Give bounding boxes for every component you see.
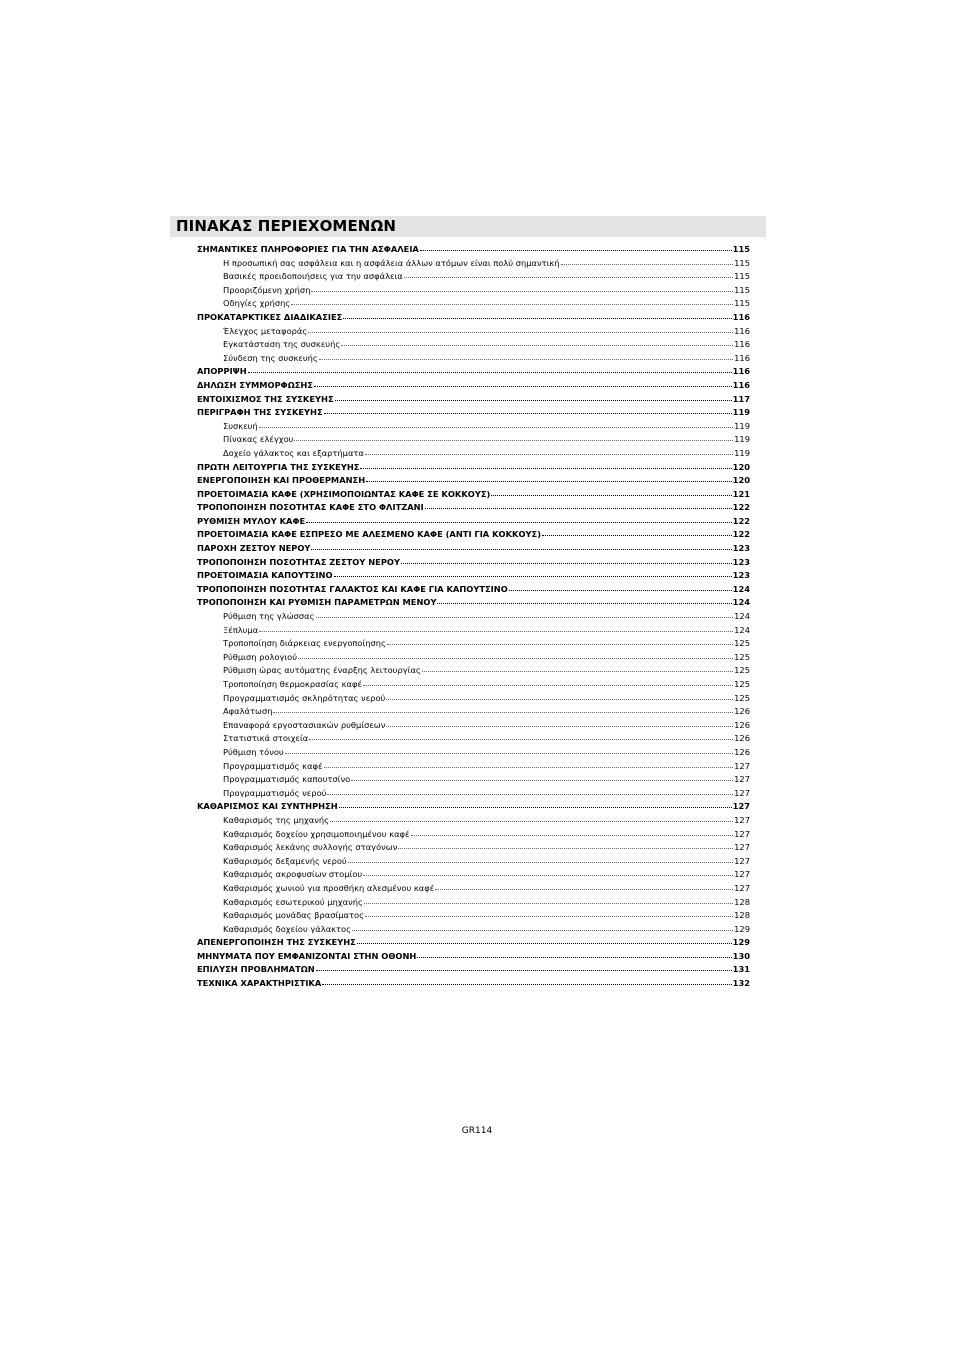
toc-entry-title: Καθαρισμός δοχείου γάλακτος [223, 923, 351, 934]
toc-subsection-entry[interactable] [197, 610, 750, 624]
dot-leader [363, 685, 733, 686]
toc-section-entry[interactable] [197, 569, 750, 583]
toc-entry-title: ΕΝΤΟΙΧΙΣΜΟΣ ΤΗΣ ΣΥΣΚΕΥΗΣ [197, 393, 334, 404]
toc-entry-title: Καθαρισμός ακροφυσίων στομίου [223, 869, 363, 880]
dot-leader [311, 549, 731, 550]
dot-leader [411, 835, 734, 836]
toc-entry-page: 125 [734, 692, 750, 703]
toc-section-entry[interactable] [197, 406, 750, 420]
dot-leader [319, 359, 733, 360]
toc-entry-title: ΤΡΟΠΟΠΟΙΗΣΗ ΠΟΣΟΤΗΤΑΣ ΚΑΦΕ ΣΤΟ ΦΛΙΤΖΑΝΙ [197, 502, 424, 513]
dot-leader [363, 875, 733, 876]
toc-entry-title: Δοχείο γάλακτος και εξαρτήματα [223, 447, 364, 458]
toc-entry-title: Καθαρισμός δεξαμενής νερού [223, 855, 347, 866]
dot-leader [316, 970, 732, 971]
toc-section-entry[interactable] [197, 583, 750, 597]
toc-entry-page: 131 [732, 964, 750, 975]
toc-entry-page: 127 [734, 828, 750, 839]
toc-entry-title: Η προσωπική σας ασφάλεια και η ασφάλεια άλλων ατόμων είναι πολύ σημαντική [223, 257, 560, 268]
toc-entry-page: 115 [734, 298, 750, 309]
toc-entry-page: 116 [734, 339, 750, 350]
toc-subsection-entry[interactable] [197, 746, 750, 760]
toc-entry-page: 116 [732, 379, 750, 390]
toc-entry-title: Προγραμματισμός σκληρότητας νερού [223, 692, 386, 703]
toc-subsection-entry[interactable] [197, 420, 750, 434]
toc-entry-page: 128 [734, 910, 750, 921]
toc-entry-page: 117 [732, 393, 750, 404]
toc-entry-title: ΠΡΟΚΑΤΑΡΚΤΙΚΕΣ ΔΙΑΔΙΚΑΣΙΕΣ [197, 311, 343, 322]
toc-entry-title: Προγραμματισμός νερού [223, 787, 327, 798]
toc-entry-title: Εγκατάσταση της συσκευής [223, 339, 341, 350]
toc-entry-page: 128 [734, 896, 750, 907]
toc-subsection-entry[interactable] [197, 338, 750, 352]
dot-leader [330, 821, 733, 822]
toc-entry-page: 125 [734, 665, 750, 676]
toc-entry-page: 123 [732, 570, 750, 581]
dot-leader [324, 767, 734, 768]
toc-section-entry[interactable] [197, 474, 750, 488]
dot-leader [298, 658, 733, 659]
toc-entry-page: 122 [732, 515, 750, 526]
toc-entry-page: 127 [734, 760, 750, 771]
toc-entry-title: Καθαρισμός μονάδας βρασίματος [223, 910, 364, 921]
toc-entry-page: 115 [734, 284, 750, 295]
toc-entry-page: 126 [734, 719, 750, 730]
dot-leader [561, 264, 734, 265]
toc-subsection-entry[interactable] [197, 732, 750, 746]
dot-leader [509, 590, 732, 591]
toc-subsection-entry[interactable] [197, 868, 750, 882]
toc-entry-title: Αφαλάτωση [223, 706, 273, 717]
toc-subsection-entry[interactable] [197, 651, 750, 665]
toc-entry-title: ΠΡΩΤΗ ΛΕΙΤΟΥΡΓΙΑ ΤΗΣ ΣΥΣΚΕΥΗΣ [197, 461, 360, 472]
toc-section-entry[interactable] [197, 936, 750, 950]
toc-section-entry[interactable] [197, 501, 750, 515]
dot-leader [386, 726, 733, 727]
toc-entry-title: Σύνδεση της συσκευής [223, 352, 318, 363]
toc-entry-page: 126 [734, 733, 750, 744]
toc-entry-title: Καθαρισμός λεκάνης συλλογής σταγόνων [223, 842, 398, 853]
dot-leader [357, 943, 732, 944]
toc-section-entry[interactable] [197, 461, 750, 475]
toc-entry-page: 115 [734, 257, 750, 268]
toc-subsection-entry[interactable] [197, 284, 750, 298]
dot-leader [348, 862, 733, 863]
dot-leader [273, 712, 733, 713]
toc-section-entry[interactable] [197, 515, 750, 529]
dot-leader [352, 930, 733, 931]
toc-entry-page: 127 [734, 882, 750, 893]
dot-leader [343, 318, 731, 319]
toc-entry-title: Βασικές προειδοποιήσεις για την ασφάλεια [223, 271, 403, 282]
dot-leader [259, 631, 733, 632]
dot-leader [404, 277, 733, 278]
toc-entry-page: 124 [734, 624, 750, 635]
page-number-footer: GR114 [461, 1126, 493, 1136]
toc-entry-page: 127 [732, 801, 750, 812]
toc-section-entry[interactable] [197, 963, 750, 977]
toc-entry-title: Ρύθμιση της γλώσσας [223, 611, 315, 622]
toc-entry-title: ΑΠΕΝΕΡΓΟΠΟΙΗΣΗ ΤΗΣ ΣΥΣΚΕΥΗΣ [197, 937, 356, 948]
toc-subsection-entry[interactable] [197, 896, 750, 910]
toc-entry-title: Καθαρισμός της μηχανής [223, 814, 329, 825]
toc-subsection-entry[interactable] [197, 624, 750, 638]
toc-entry-page: 124 [732, 597, 750, 608]
toc-entry-page: 130 [732, 950, 750, 961]
toc-entry-title: Πίνακας ελέγχου [223, 434, 294, 445]
toc-entry-page: 122 [732, 529, 750, 540]
dot-leader [420, 250, 732, 251]
toc-entry-page: 124 [734, 611, 750, 622]
toc-entry-page: 126 [734, 706, 750, 717]
toc-entry-title: Προοριζόμενη χρήση [223, 284, 311, 295]
toc-subsection-entry[interactable] [197, 909, 750, 923]
toc-section-entry[interactable] [197, 243, 750, 257]
toc-entry-title: Καθαρισμός δοχείου χρησιμοποιημένου καφέ [223, 828, 410, 839]
dot-leader [401, 563, 732, 564]
dot-leader [327, 794, 733, 795]
toc-entry-page: 123 [732, 556, 750, 567]
toc-entry-title: ΠΡΟΕΤΟΙΜΑΣΙΑ ΚΑΠΟΥΤΣΙΝΟ [197, 570, 333, 581]
dot-leader [542, 535, 732, 536]
toc-subsection-entry[interactable] [197, 787, 750, 801]
dot-leader [306, 522, 731, 523]
toc-entry-page: 116 [732, 311, 750, 322]
toc-subsection-entry[interactable] [197, 760, 750, 774]
toc-subsection-entry[interactable] [197, 433, 750, 447]
toc-entry-title: Ρύθμιση ώρας αυτόματης έναρξης λειτουργίας [223, 665, 421, 676]
toc-entry-page: 127 [734, 774, 750, 785]
toc-entry-title: ΣΗΜΑΝΤΙΚΕΣ ΠΛΗΡΟΦΟΡΙΕΣ ΓΙΑ ΤΗΝ ΑΣΦΑΛΕΙΑ [197, 244, 419, 254]
dot-leader [365, 916, 733, 917]
toc-entry-page: 123 [732, 543, 750, 554]
dot-leader [425, 508, 732, 509]
toc-entry-page: 119 [732, 407, 750, 418]
dot-leader [341, 345, 733, 346]
toc-entry-title: Συσκευή [223, 420, 258, 431]
toc-entry-page: 120 [732, 475, 750, 486]
toc-entry-page: 116 [734, 325, 750, 336]
toc-entry-title: Καθαρισμός χωνιού για προσθήκη αλεσμένου καφέ [223, 882, 435, 893]
toc-subsection-entry[interactable] [197, 325, 750, 339]
dot-leader [316, 617, 734, 618]
toc-entry-title: Καθαρισμός εσωτερικού μηχανής [223, 896, 363, 907]
toc-entry-title: ΠΡΟΕΤΟΙΜΑΣΙΑ ΚΑΦΕ ΕΣΠΡΕΣΟ ΜΕ ΑΛΕΣΜΕΝΟ ΚΑΦΕ (ΑΝΤΙ ΓΙΑ ΚΟΚΚΟΥΣ) [197, 529, 541, 540]
dot-leader [351, 780, 733, 781]
dot-leader [285, 753, 733, 754]
dot-leader [491, 495, 731, 496]
dot-leader [366, 481, 732, 482]
toc-entry-title: ΕΠΙΛΥΣΗ ΠΡΟΒΛΗΜΑΤΩΝ [197, 964, 315, 975]
toc-entry-title: Οδηγίες χρήσης [223, 298, 291, 309]
dot-leader [386, 699, 733, 700]
dot-leader [435, 889, 733, 890]
dot-leader [259, 427, 733, 428]
toc-section-entry[interactable] [197, 488, 750, 502]
toc-subsection-entry[interactable] [197, 923, 750, 937]
toc-entry-page: 119 [734, 434, 750, 445]
toc-entry-title: Ρύθμιση ρολογιού [223, 651, 298, 662]
toc-entry-title: ΤΡΟΠΟΠΟΙΗΣΗ ΠΟΣΟΤΗΤΑΣ ΖΕΣΤΟΥ ΝΕΡΟΥ [197, 556, 400, 567]
dot-leader [365, 454, 733, 455]
dot-leader [322, 984, 731, 985]
toc-entry-page: 127 [734, 855, 750, 866]
toc-entry-page: 115 [732, 244, 750, 254]
toc-heading-bar [170, 216, 766, 237]
toc-entry-title: Τροποποίηση διάρκειας ενεργοποίησης [223, 638, 386, 649]
toc-entry-title: Επαναφορά εργοστασιακών ρυθμίσεων [223, 719, 386, 730]
dot-leader [422, 671, 733, 672]
toc-section-entry[interactable] [197, 365, 750, 379]
dot-leader [417, 957, 731, 958]
toc-entry-title: ΠΑΡΟΧΗ ΖΕΣΤΟΥ ΝΕΡΟΥ [197, 543, 311, 554]
toc-section-entry[interactable] [197, 596, 750, 610]
toc-subsection-entry[interactable] [197, 828, 750, 842]
toc-section-entry[interactable] [197, 800, 750, 814]
toc-entry-page: 122 [732, 502, 750, 513]
toc-subsection-entry[interactable] [197, 882, 750, 896]
toc-entry-title: ΤΡΟΠΟΠΟΙΗΣΗ ΚΑΙ ΡΥΘΜΙΣΗ ΠΑΡΑΜΕΤΡΩΝ ΜΕΝΟΥ [197, 597, 437, 608]
toc-entry-title: ΔΗΛΩΣΗ ΣΥΜΜΟΡΦΩΣΗΣ [197, 379, 314, 390]
toc-entry-page: 121 [732, 488, 750, 499]
toc-entry-page: 125 [734, 679, 750, 689]
toc-entry-title: ΠΕΡΙΓΡΑΦΗ ΤΗΣ ΣΥΣΚΕΥΗΣ [197, 407, 323, 418]
dot-leader [308, 332, 733, 333]
toc-entry-page: 127 [734, 842, 750, 853]
toc-subsection-entry[interactable] [197, 773, 750, 787]
toc-subsection-entry[interactable] [197, 257, 750, 271]
toc-subsection-entry[interactable] [197, 855, 750, 869]
toc-entry-page: 124 [732, 583, 750, 594]
dot-leader [314, 386, 732, 387]
toc-entry-title: ΕΝΕΡΓΟΠΟΙΗΣΗ ΚΑΙ ΠΡΟΘΕΡΜΑΝΣΗ [197, 475, 366, 486]
toc-section-entry[interactable] [197, 393, 750, 407]
toc-section-entry[interactable] [197, 528, 750, 542]
toc-subsection-entry[interactable] [197, 692, 750, 706]
toc-section-entry[interactable] [197, 950, 750, 964]
toc-entry-page: 127 [734, 814, 750, 825]
toc-entry-title: ΤΕΧΝΙΚΑ ΧΑΡΑΚΤΗΡΙΣΤΙΚΑ [197, 978, 322, 989]
toc-subsection-entry[interactable] [197, 637, 750, 651]
dot-leader [364, 903, 733, 904]
toc-entry-title: Ρύθμιση τόνου [223, 746, 284, 757]
toc-entry-page: 127 [734, 787, 750, 798]
dot-leader [309, 739, 733, 740]
toc-entry-page: 116 [734, 352, 750, 363]
dot-leader [334, 576, 732, 577]
toc-entry-page: 129 [734, 923, 750, 934]
toc-section-entry[interactable] [197, 379, 750, 393]
toc-entry-page: 125 [734, 651, 750, 662]
toc-subsection-entry[interactable] [197, 841, 750, 855]
dot-leader [398, 848, 733, 849]
dot-leader [248, 372, 732, 373]
toc-section-entry[interactable] [197, 977, 750, 991]
toc-entry-page: 119 [734, 447, 750, 458]
toc-section-entry[interactable] [197, 311, 750, 325]
toc-entry-title: Στατιστικά στοιχεία [223, 733, 309, 744]
page-title: ΠΙΝΑΚΑΣ ΠΕΡΙΕΧΟΜΕΝΩΝ [176, 217, 396, 235]
toc-entry-page: 127 [734, 869, 750, 880]
toc-entry-page: 116 [732, 366, 750, 377]
toc-section-entry[interactable] [197, 542, 750, 556]
toc-entry-title: Έλεγχος μεταφοράς [223, 325, 308, 336]
toc-entry-title: ΚΑΘΑΡΙΣΜΟΣ ΚΑΙ ΣΥΝΤΗΡΗΣΗ [197, 801, 338, 812]
table-of-contents [197, 243, 750, 991]
dot-leader [324, 413, 732, 414]
toc-subsection-entry[interactable] [197, 719, 750, 733]
dot-leader [335, 400, 732, 401]
toc-subsection-entry[interactable] [197, 297, 750, 311]
toc-entry-title: ΑΠΟΡΡΙΨΗ [197, 366, 247, 377]
toc-entry-page: 129 [732, 937, 750, 948]
toc-subsection-entry[interactable] [197, 352, 750, 366]
toc-entry-title: ΤΡΟΠΟΠΟΙΗΣΗ ΠΟΣΟΤΗΤΑΣ ΓΑΛΑΚΤΟΣ ΚΑΙ ΚΑΦΕ ΓΙΑ ΚΑΠΟΥΤΣΙΝΟ [197, 583, 508, 594]
toc-entry-page: 115 [734, 271, 750, 282]
toc-subsection-entry[interactable] [197, 270, 750, 284]
toc-entry-page: 132 [732, 978, 750, 989]
toc-subsection-entry[interactable] [197, 447, 750, 461]
toc-entry-page: 119 [734, 420, 750, 431]
toc-subsection-entry[interactable] [197, 664, 750, 678]
dot-leader [339, 807, 732, 808]
toc-subsection-entry[interactable] [197, 678, 750, 692]
dot-leader [387, 644, 733, 645]
toc-entry-title: Ξέπλυμα [223, 624, 259, 635]
toc-section-entry[interactable] [197, 556, 750, 570]
toc-entry-page: 126 [734, 746, 750, 757]
dot-leader [311, 291, 733, 292]
toc-entry-title: ΡΥΘΜΙΣΗ ΜΥΛΟΥ ΚΑΦΕ [197, 515, 306, 526]
dot-leader [437, 603, 731, 604]
toc-entry-title: ΠΡΟΕΤΟΙΜΑΣΙΑ ΚΑΦΕ (ΧΡΗΣΙΜΟΠΟΙΩΝΤΑΣ ΚΑΦΕ ΣΕ ΚΟΚΚΟΥΣ) [197, 488, 491, 499]
toc-entry-title: Προγραμματισμός καπουτσίνο [223, 774, 351, 785]
dot-leader [360, 468, 731, 469]
toc-entry-title: Προγραμματισμός καφέ [223, 760, 323, 771]
toc-subsection-entry[interactable] [197, 705, 750, 719]
dot-leader [294, 440, 733, 441]
toc-subsection-entry[interactable] [197, 814, 750, 828]
toc-entry-page: 120 [732, 461, 750, 472]
dot-leader [291, 304, 733, 305]
toc-entry-title: Τροποποίηση θερμοκρασίας καφέ [223, 679, 362, 689]
toc-entry-page: 125 [734, 638, 750, 649]
toc-entry-title: ΜΗΝΥΜΑΤΑ ΠΟΥ ΕΜΦΑΝΙΖΟΝΤΑΙ ΣΤΗΝ ΟΘΟΝΗ [197, 950, 417, 961]
